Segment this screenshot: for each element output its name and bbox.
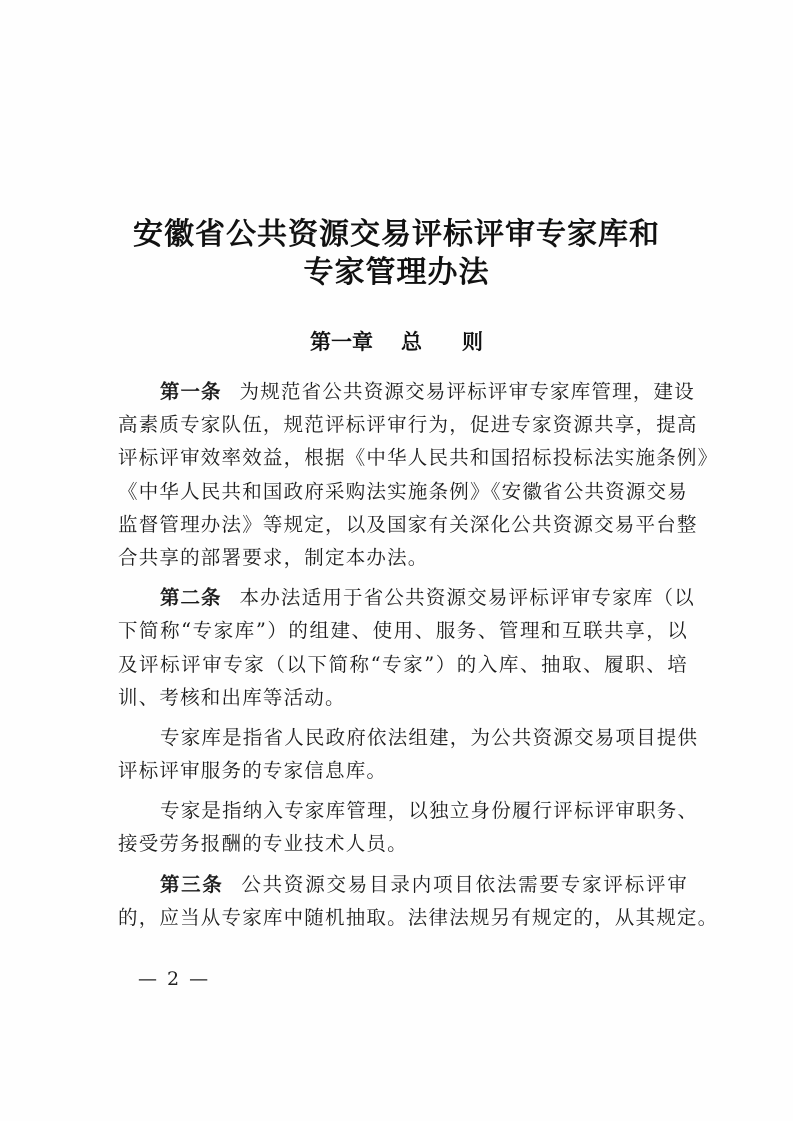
document-title-line-1: 安徽省公共资源交易评标评审专家库和 [133, 217, 660, 252]
article-1-line-3: 评标评审效率效益，根据《中华人民共和国招标投标法实施条例》 [118, 446, 719, 470]
paragraph-expert-database [118, 721, 699, 787]
article-1-text-1: 为规范省公共资源交易评标评审专家库管理，建设 [239, 380, 695, 403]
document-title-line-2: 专家管理办法 [303, 255, 490, 290]
paragraph-expert-definition [118, 794, 699, 860]
article-2-line-2: 下简称“专家库”）的组建、使用、服务、管理和互联共享，以 [118, 619, 688, 643]
paragraph-4-line-1: 专家是指纳入专家库管理，以独立身份履行评标评审职务、 [160, 799, 699, 823]
article-2-line-1 [118, 581, 695, 614]
article-1-line-4: 《中华人民共和国政府采购法实施条例》《安徽省公共资源交易 [118, 479, 688, 503]
document-body [118, 375, 719, 934]
article-1-label: 第一条 [160, 380, 222, 403]
article-2-label: 第二条 [160, 586, 222, 610]
paragraph-3-line-2: 评标评审服务的专家信息库。 [118, 759, 388, 783]
paragraph-4-line-2: 接受劳务报酬的专业技术人员。 [118, 832, 408, 856]
article-1-line-1 [118, 375, 695, 408]
article-3-line-2: 的，应当从专家库中随机抽取。法律法规另有规定的，从其规定。 [118, 905, 719, 929]
article-2-line-3: 及评标评审专家（以下简称“专家”）的入库、抽取、履职、培 [118, 652, 688, 676]
paragraph-3-line-1: 专家库是指省人民政府依法组建，为公共资源交易项目提供 [160, 725, 699, 749]
article-3-label: 第三条 [160, 872, 224, 896]
page-number: — 2 — [138, 968, 211, 990]
article-1-line-5: 监督管理办法》等规定，以及国家有关深化公共资源交易平台整 [118, 512, 698, 536]
article-3-line-1 [118, 868, 688, 901]
article-3-text-1: 公共资源交易目录内项目依法需要专家评标评审 [241, 872, 688, 896]
chapter-number: 第一章 [310, 330, 373, 354]
chapter-heading [0, 328, 793, 356]
article-3 [118, 868, 719, 934]
article-2-text-1: 本办法适用于省公共资源交易评标评审专家库（以 [239, 586, 695, 610]
article-1 [118, 375, 719, 574]
article-2-line-4: 训、考核和出库等活动。 [118, 685, 346, 709]
article-1-line-2: 高素质专家队伍，规范评标评审行为，促进专家资源共享，提高 [118, 413, 698, 437]
article-1-line-6: 合共享的部署要求，制定本办法。 [118, 545, 429, 569]
chapter-name-part-2: 则 [462, 330, 483, 354]
article-2 [118, 581, 695, 714]
chapter-name-part-1: 总 [401, 330, 422, 354]
